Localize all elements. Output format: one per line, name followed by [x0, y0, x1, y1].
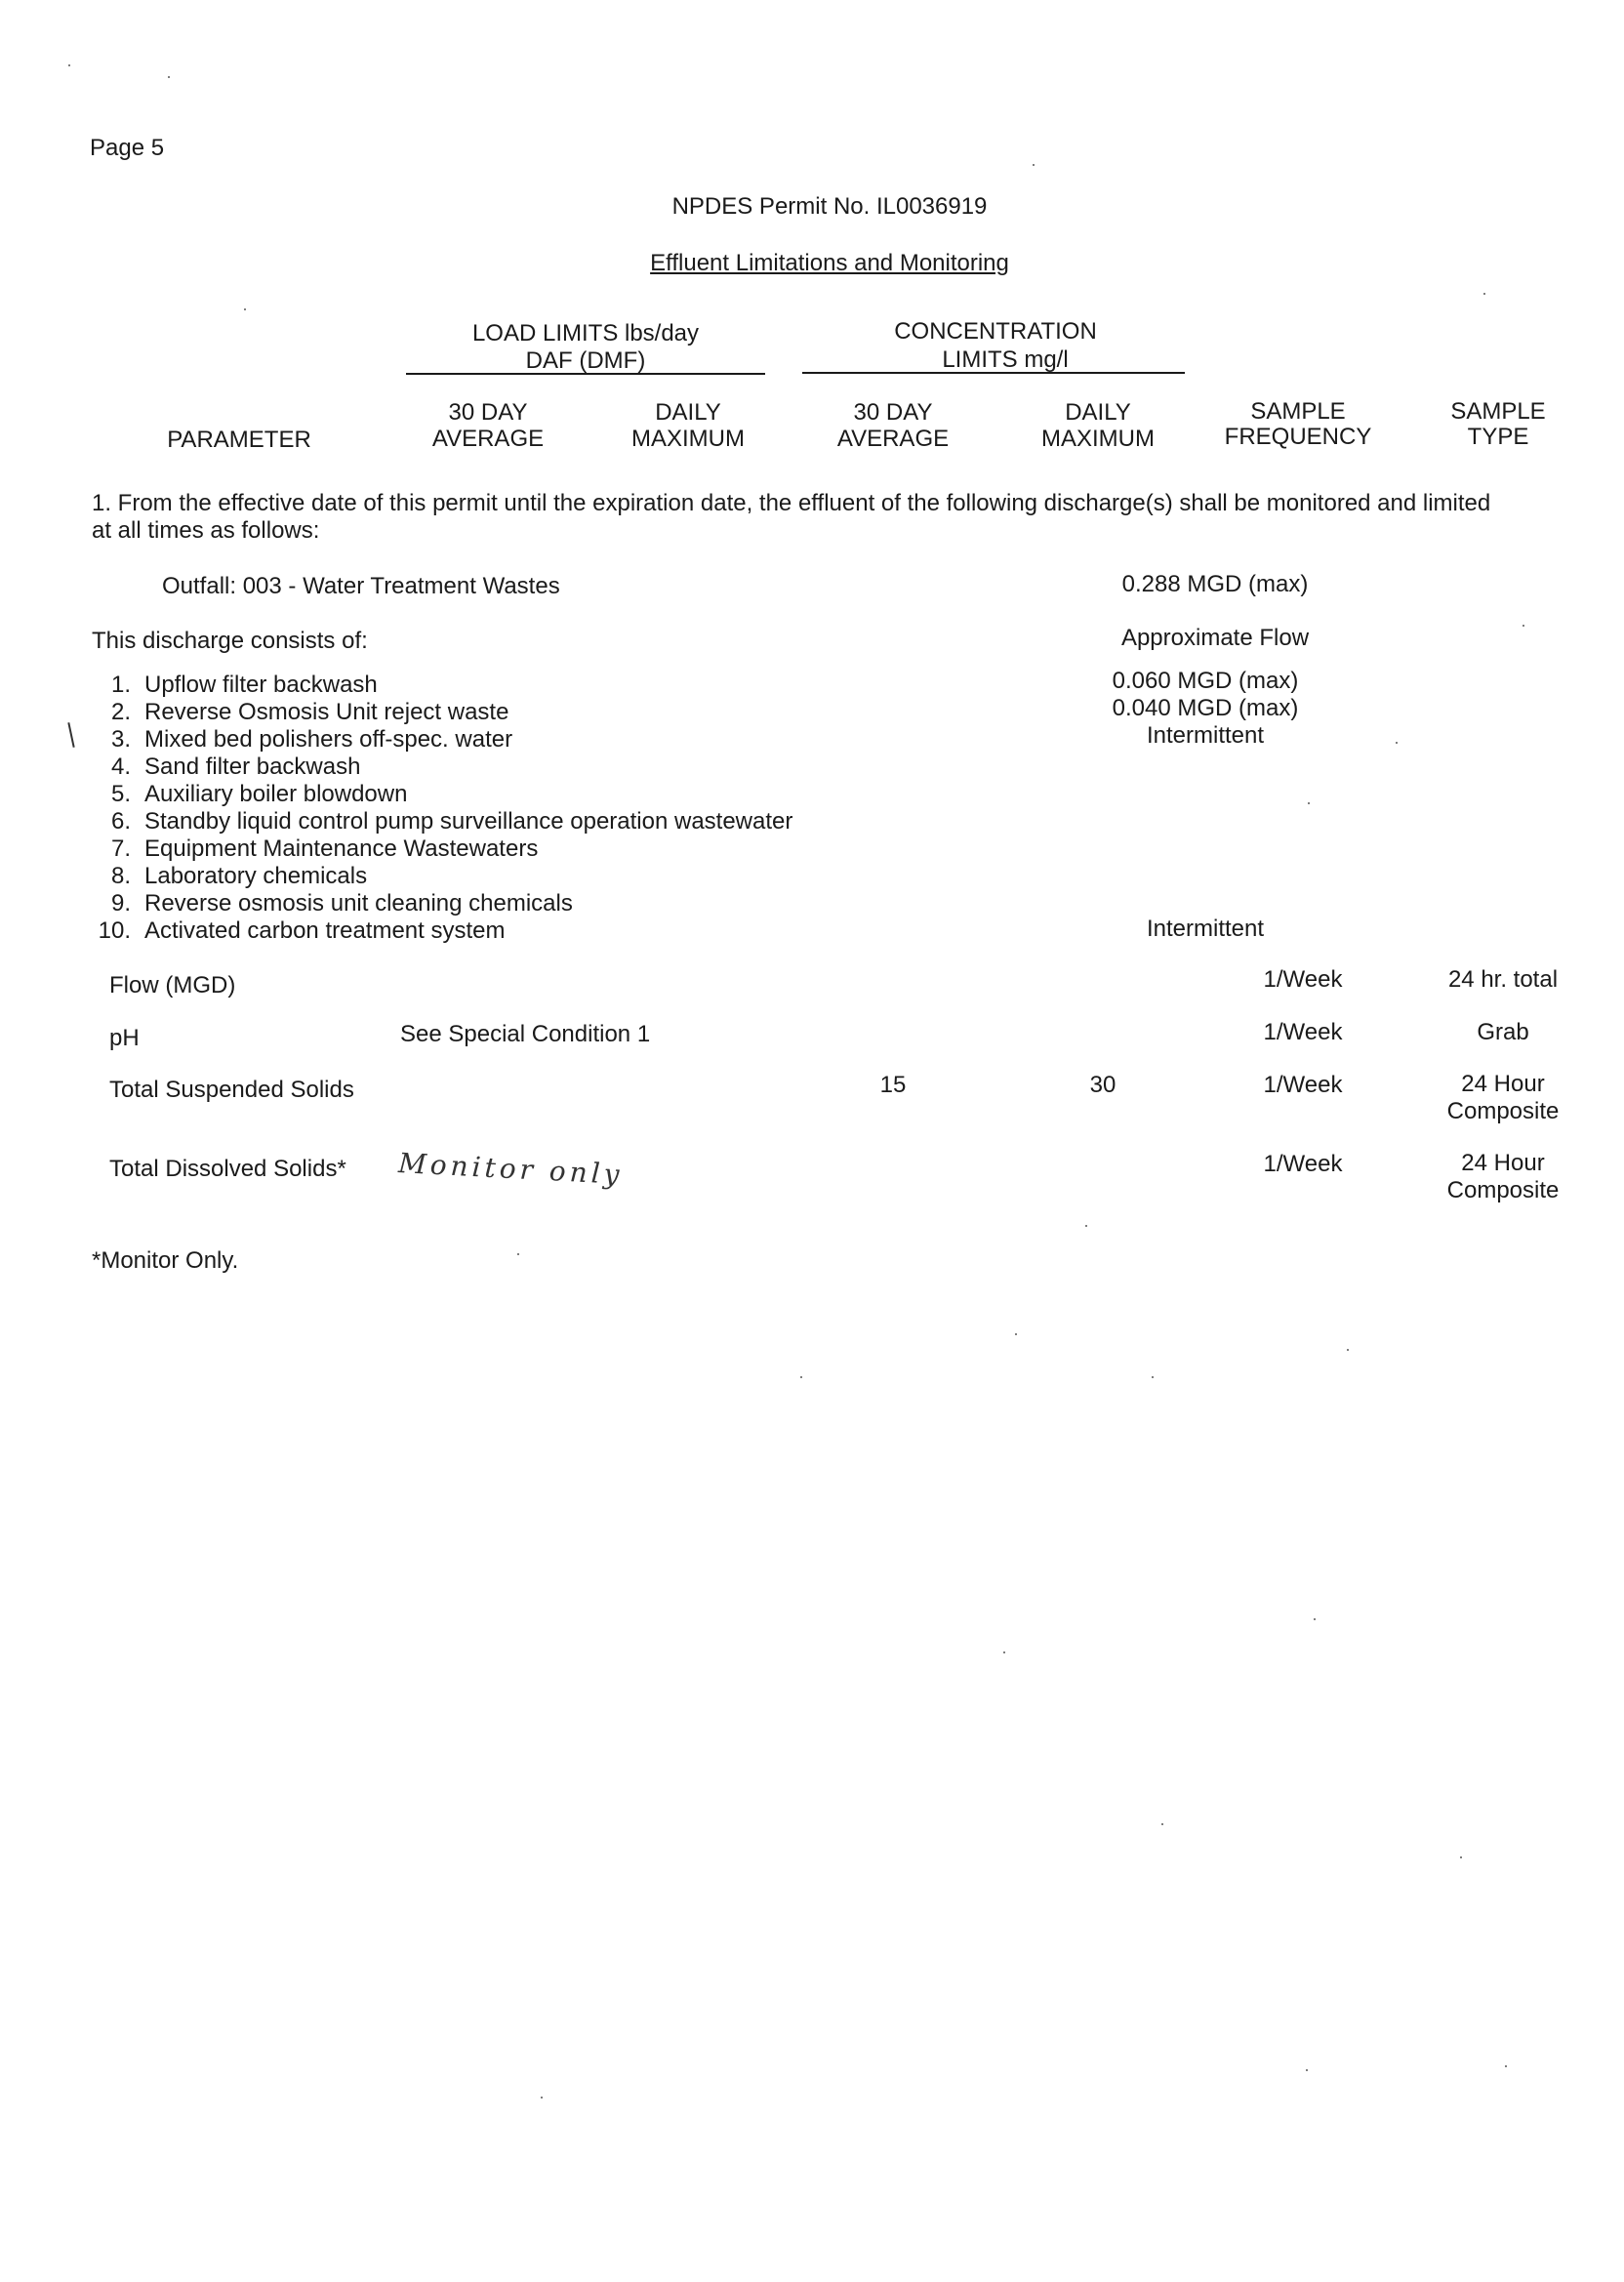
load-limits-header: LOAD LIMITS lbs/day	[471, 320, 700, 346]
row-flow-type: 24 hr. total	[1447, 966, 1559, 993]
row-tss-max: 30	[1089, 1072, 1116, 1098]
discharge-list	[92, 672, 792, 945]
list-item-text: Mixed bed polishers off-spec. water	[144, 726, 513, 753]
list-item	[92, 781, 792, 808]
outfall-flow: 0.288 MGD (max)	[1121, 571, 1309, 597]
scan-speckle	[1085, 1225, 1087, 1227]
col-conc-daily: DAILY	[1065, 399, 1131, 426]
list-item	[92, 917, 792, 945]
col-load-30day: 30 DAY	[448, 399, 528, 426]
margin-mark	[67, 722, 74, 748]
col-conc-daily-sub: MAXIMUM	[1041, 426, 1155, 452]
col-sample-frequency-sub: FREQUENCY	[1224, 424, 1372, 450]
col-load-daily: DAILY	[655, 399, 721, 426]
list-item-text: Upflow filter backwash	[144, 672, 378, 698]
item-2-flow: 0.040 MGD (max)	[1112, 695, 1299, 721]
item-10-flow: Intermittent	[1146, 916, 1265, 942]
list-item-number: 4.	[110, 754, 131, 780]
row-tss-type: 24 Hour	[1461, 1071, 1545, 1097]
list-item-number: 5.	[110, 781, 131, 807]
scan-speckle	[1152, 1376, 1154, 1378]
row-ph-type: Grab	[1477, 1019, 1529, 1045]
scan-speckle	[1522, 625, 1524, 627]
scan-speckle	[1308, 802, 1310, 804]
item-3-flow: Intermittent	[1146, 722, 1265, 749]
row-flow-param: Flow (MGD)	[109, 972, 236, 998]
section-title: Effluent Limitations and Monitoring	[650, 250, 1009, 276]
row-ph-param: pH	[109, 1025, 140, 1051]
scan-speckle	[1396, 742, 1398, 744]
handwritten-note: Monitor only	[397, 1146, 625, 1192]
row-tds-type-2: Composite	[1446, 1177, 1560, 1203]
load-limits-rule	[406, 373, 765, 375]
list-item-number: 8.	[110, 863, 131, 889]
row-ph-note: See Special Condition 1	[400, 1021, 651, 1047]
row-tss-param: Total Suspended Solids	[109, 1077, 354, 1103]
row-tds-param: Total Dissolved Solids*	[109, 1156, 346, 1182]
list-item-text: Standby liquid control pump surveillance operation wastewater	[144, 808, 793, 835]
col-parameter: PARAMETER	[167, 427, 311, 453]
list-item-text: Equipment Maintenance Wastewaters	[144, 835, 539, 862]
list-item-number: 1.	[110, 672, 131, 698]
list-item	[92, 699, 792, 726]
row-tss-type-2: Composite	[1446, 1098, 1560, 1124]
list-item	[92, 754, 792, 781]
row-flow-freq: 1/Week	[1263, 966, 1343, 993]
list-item	[92, 835, 792, 863]
scan-speckle	[1347, 1349, 1349, 1351]
approx-flow-label: Approximate Flow	[1120, 625, 1310, 651]
conc-limits-subheader: LIMITS mg/l	[942, 346, 1069, 373]
list-item	[92, 863, 792, 890]
scan-speckle	[1306, 2069, 1308, 2071]
item-1-flow: 0.060 MGD (max)	[1112, 668, 1299, 694]
col-conc-30day: 30 DAY	[853, 399, 933, 426]
scan-speckle	[1460, 1856, 1462, 1858]
consists-of-label: This discharge consists of:	[92, 628, 368, 654]
list-item-number: 9.	[110, 890, 131, 917]
scan-speckle	[1505, 2065, 1507, 2067]
list-item-number: 3.	[110, 726, 131, 753]
list-item	[92, 672, 792, 699]
list-item-text: Auxiliary boiler blowdown	[144, 781, 408, 807]
scan-speckle	[1033, 164, 1035, 166]
scan-speckle	[541, 2097, 543, 2099]
list-item-text: Reverse osmosis unit cleaning chemicals	[144, 890, 573, 917]
scan-speckle	[68, 64, 70, 66]
col-load-30day-sub: AVERAGE	[431, 426, 545, 452]
intro-line-1: 1. From the effective date of this permit until the expiration date, the effluent of the following discharge(s) shall be monitored and limited	[92, 490, 1491, 516]
scan-speckle	[244, 308, 246, 310]
footnote: *Monitor Only.	[92, 1247, 239, 1274]
conc-limits-header: CONCENTRATION	[894, 318, 1097, 345]
list-item	[92, 808, 792, 835]
permit-number: NPDES Permit No. IL0036919	[671, 193, 988, 220]
list-item-number: 6.	[110, 808, 131, 835]
col-load-daily-sub: MAXIMUM	[631, 426, 745, 452]
list-item-text: Reverse Osmosis Unit reject waste	[144, 699, 509, 725]
outfall-label: Outfall: 003 - Water Treatment Wastes	[162, 573, 560, 599]
scan-speckle	[1161, 1823, 1163, 1825]
col-sample-type: SAMPLE	[1450, 398, 1546, 425]
page-label: Page 5	[90, 135, 165, 161]
load-limits-subheader: DAF (DMF)	[525, 347, 646, 374]
scan-speckle	[1015, 1333, 1017, 1335]
list-item-number: 2.	[110, 699, 131, 725]
list-item-number: 7.	[110, 835, 131, 862]
col-sample-frequency: SAMPLE	[1250, 398, 1346, 425]
col-conc-30day-sub: AVERAGE	[836, 426, 950, 452]
row-tss-freq: 1/Week	[1263, 1072, 1343, 1098]
list-item	[92, 726, 792, 754]
list-item-number: 10.	[98, 917, 131, 944]
row-tss-avg: 15	[879, 1072, 907, 1098]
row-tds-type: 24 Hour	[1461, 1150, 1545, 1176]
list-item-text: Sand filter backwash	[144, 754, 361, 780]
row-ph-freq: 1/Week	[1263, 1019, 1343, 1045]
scan-speckle	[517, 1253, 519, 1255]
scan-speckle	[800, 1376, 802, 1378]
row-tds-freq: 1/Week	[1263, 1151, 1343, 1177]
col-sample-type-sub: TYPE	[1467, 424, 1529, 450]
scan-speckle	[1314, 1618, 1316, 1620]
intro-line-2: at all times as follows:	[92, 517, 320, 544]
scan-speckle	[168, 76, 170, 78]
conc-limits-rule	[802, 372, 1185, 374]
list-item	[92, 890, 792, 917]
scan-speckle	[1003, 1651, 1005, 1653]
list-item-text: Activated carbon treatment system	[144, 917, 506, 944]
scan-speckle	[1483, 293, 1485, 295]
list-item-text: Laboratory chemicals	[144, 863, 368, 889]
